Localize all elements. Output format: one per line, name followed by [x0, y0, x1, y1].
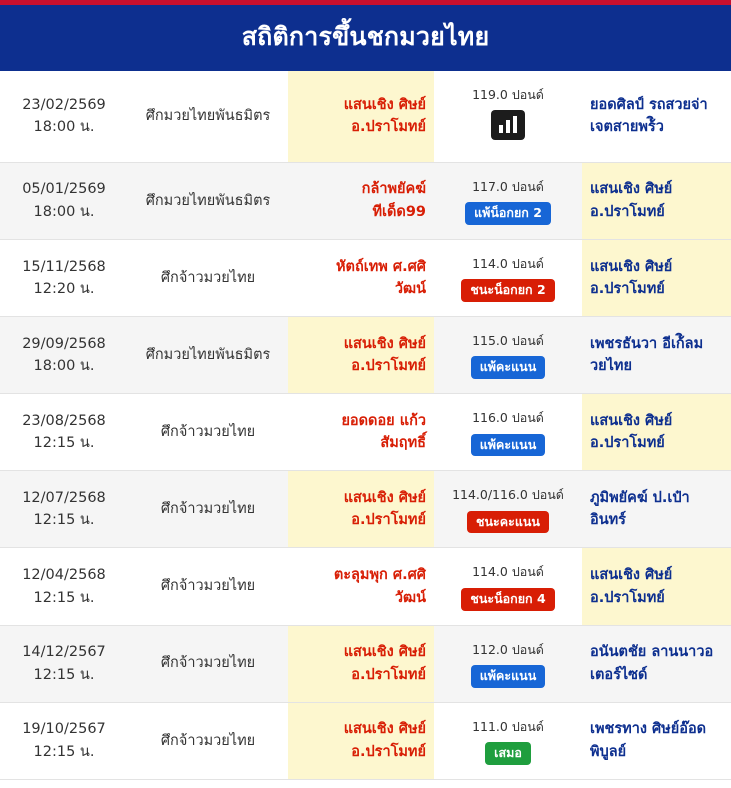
blue-fighter-name-line2: อ.ปราโมทย์ [590, 281, 665, 298]
event-name-cell: ศึกจ้าวมวยไทย [160, 424, 256, 441]
fight-result-cell [434, 625, 582, 702]
result-badge: แพ้คะแนน [471, 434, 546, 457]
blue-fighter-name-line1: เพชรธันวา อีเก้ิลม [590, 335, 704, 352]
fight-date: 05/01/2569 [22, 181, 106, 198]
table-row[interactable] [0, 548, 731, 625]
fight-result-cell [434, 702, 582, 779]
blue-corner-fighter[interactable] [582, 625, 731, 702]
red-corner-fighter[interactable] [288, 548, 434, 625]
red-corner-fighter[interactable] [288, 625, 434, 702]
blue-fighter-name-line1: ภูมิพยัคฆ์ ป.เป๋า [590, 489, 690, 506]
fight-weight: 112.0 ปอนด์ [472, 641, 544, 657]
red-fighter-name-line1: แสนเชิง ศิษย์ [343, 489, 426, 506]
event-name-cell: ศึกมวยไทยพันธมิตร [145, 108, 271, 125]
blue-fighter-name-line2: วยไทย [590, 358, 632, 375]
fight-date-cell [0, 162, 128, 239]
red-fighter-name-line2: อ.ปราโมทย์ [351, 512, 426, 529]
page-title: สถิติการขึ้นชกมวยไทย [0, 5, 731, 71]
event-name-cell: ศึกจ้าวมวยไทย [160, 732, 256, 749]
fight-date: 12/04/2568 [22, 567, 106, 584]
result-badge: แพ้คะแนน [471, 356, 546, 379]
red-corner-fighter[interactable] [288, 394, 434, 471]
blue-fighter-name-line2: อ.ปราโมทย์ [590, 589, 665, 606]
fight-result-cell [434, 471, 582, 548]
fight-date-cell [0, 548, 128, 625]
red-fighter-name-line1: ยอดดอย แก้ว [341, 412, 426, 429]
red-fighter-name-line2: อ.ปราโมทย์ [351, 119, 426, 136]
red-corner-fighter[interactable] [288, 471, 434, 548]
table-row[interactable] [0, 471, 731, 548]
result-badge: ชนะน็อกยก 2 [461, 279, 554, 302]
event-name-cell: ศึกจ้าวมวยไทย [160, 269, 256, 286]
red-corner-fighter[interactable] [288, 702, 434, 779]
event-name-cell: ศึกจ้าวมวยไทย [160, 578, 256, 595]
fight-time: 18:00 น. [33, 203, 95, 220]
blue-corner-fighter[interactable] [582, 394, 731, 471]
event-name-cell: ศึกมวยไทยพันธมิตร [145, 192, 271, 209]
blue-fighter-name-line2: อินทร์ [590, 512, 626, 529]
blue-fighter-name-line2: พิบูลย์ [590, 743, 627, 760]
fight-date: 12/07/2568 [22, 489, 106, 506]
fight-date-cell [0, 471, 128, 548]
fight-weight: 114.0 ปอนด์ [472, 255, 544, 271]
fight-date-cell [0, 625, 128, 702]
blue-fighter-name-line2: อ.ปราโมทย์ [590, 435, 665, 452]
table-row[interactable] [0, 239, 731, 316]
fight-date: 29/09/2568 [22, 335, 106, 352]
fight-result-cell [434, 239, 582, 316]
fight-date-cell [0, 702, 128, 779]
fight-result-cell [434, 394, 582, 471]
result-badge: แพ้คะแนน [471, 665, 546, 688]
event-name-cell: ศึกจ้าวมวยไทย [160, 501, 256, 518]
red-fighter-name-line2: สัมฤทธิ์ [380, 435, 426, 452]
fight-time: 12:15 น. [33, 743, 95, 760]
fight-date: 15/11/2568 [22, 258, 106, 275]
fight-time: 12:15 น. [33, 512, 95, 529]
fight-date-cell [0, 317, 128, 394]
blue-fighter-name-line1: แสนเชิง ศิษย์ [590, 412, 673, 429]
fight-time: 12:15 น. [33, 435, 95, 452]
blue-corner-fighter[interactable] [582, 471, 731, 548]
blue-fighter-name-line1: ยอดศิลป์ รถสวยจ่า [590, 96, 708, 113]
blue-fighter-name-line1: แสนเชิง ศิษย์ [590, 181, 673, 198]
blue-corner-fighter[interactable] [582, 71, 731, 162]
fight-date: 14/12/2567 [22, 644, 106, 661]
blue-corner-fighter[interactable] [582, 702, 731, 779]
red-corner-fighter[interactable] [288, 239, 434, 316]
blue-fighter-name-line2: เตอร์ไซด์ [590, 666, 648, 683]
table-row[interactable] [0, 394, 731, 471]
fight-time: 12:20 น. [33, 281, 95, 298]
red-fighter-name-line2: อ.ปราโมทย์ [351, 666, 426, 683]
fight-history-table [0, 71, 731, 780]
blue-fighter-name-line1: แสนเชิง ศิษย์ [590, 258, 673, 275]
red-fighter-name-line2: วัฒน์ [394, 281, 426, 298]
result-badge: ชนะน็อกยก 4 [461, 588, 554, 611]
red-fighter-name-line1: หัตถ์เทพ ศ.ศศิ [336, 258, 426, 275]
result-badge: ชนะคะแนน [467, 511, 549, 534]
fight-result-cell [434, 548, 582, 625]
blue-corner-fighter[interactable] [582, 239, 731, 316]
fight-date: 23/02/2569 [22, 96, 106, 113]
blue-fighter-name-line1: อนันตชัย ลานนาวอ [590, 644, 714, 661]
fight-time: 12:15 น. [33, 666, 95, 683]
red-fighter-name-line2: อ.ปราโมทย์ [351, 358, 426, 375]
fight-weight: 116.0 ปอนด์ [472, 410, 544, 426]
table-row[interactable] [0, 625, 731, 702]
red-fighter-name-line1: แสนเชิง ศิษย์ [343, 644, 426, 661]
table-row[interactable] [0, 71, 731, 162]
blue-corner-fighter[interactable] [582, 548, 731, 625]
blue-corner-fighter[interactable] [582, 162, 731, 239]
fight-weight: 115.0 ปอนด์ [472, 333, 544, 349]
result-badge: แพ้น็อกยก 2 [465, 202, 551, 225]
red-corner-fighter[interactable] [288, 162, 434, 239]
fight-result-cell [434, 317, 582, 394]
table-row[interactable] [0, 702, 731, 779]
blue-fighter-name-line1: แสนเชิง ศิษย์ [590, 567, 673, 584]
fight-date-cell [0, 394, 128, 471]
blue-fighter-name-line1: เพชรทาง ศิษย์อ๊อด [590, 721, 707, 738]
fight-weight: 114.0 ปอนด์ [472, 564, 544, 580]
red-fighter-name-line1: กล้าพยัคฆ์ [361, 181, 426, 198]
result-badge: เสมอ [485, 742, 531, 765]
fight-result-cell [434, 162, 582, 239]
table-row[interactable] [0, 317, 731, 394]
fight-weight: 117.0 ปอนด์ [472, 178, 544, 194]
fight-date-cell [0, 71, 128, 162]
fight-date-cell [0, 239, 128, 316]
bar-chart-icon[interactable] [491, 110, 525, 140]
fight-time: 12:15 น. [33, 589, 95, 606]
red-fighter-name-line2: อ.ปราโมทย์ [351, 743, 426, 760]
fight-weight: 119.0 ปอนด์ [472, 87, 544, 102]
red-corner-fighter[interactable] [288, 71, 434, 162]
red-fighter-name-line1: แสนเชิง ศิษย์ [343, 335, 426, 352]
fight-date: 23/08/2568 [22, 412, 106, 429]
fight-result-cell [434, 71, 582, 162]
blue-fighter-name-line2: อ.ปราโมทย์ [590, 203, 665, 220]
event-name-cell: ศึกจ้าวมวยไทย [160, 655, 256, 672]
fight-date: 19/10/2567 [22, 721, 106, 738]
fight-weight: 111.0 ปอนด์ [472, 718, 544, 734]
red-fighter-name-line2: วัฒน์ [394, 589, 426, 606]
fight-time: 18:00 น. [33, 119, 95, 136]
fight-time: 18:00 น. [33, 358, 95, 375]
event-name-cell: ศึกมวยไทยพันธมิตร [145, 346, 271, 363]
fight-weight: 114.0/116.0 ปอนด์ [452, 487, 564, 503]
red-fighter-name-line1: แสนเชิง ศิษย์ [343, 96, 426, 113]
red-fighter-name-line2: ทีเด็ด99 [372, 203, 426, 220]
red-fighter-name-line1: ตะลุมพุก ศ.ศศิ [333, 567, 426, 584]
table-row[interactable] [0, 162, 731, 239]
blue-fighter-name-line2: เจตสายพร้ิว [590, 119, 664, 136]
red-fighter-name-line1: แสนเชิง ศิษย์ [343, 721, 426, 738]
red-corner-fighter[interactable] [288, 317, 434, 394]
fight-history-body [0, 71, 731, 779]
blue-corner-fighter[interactable] [582, 317, 731, 394]
